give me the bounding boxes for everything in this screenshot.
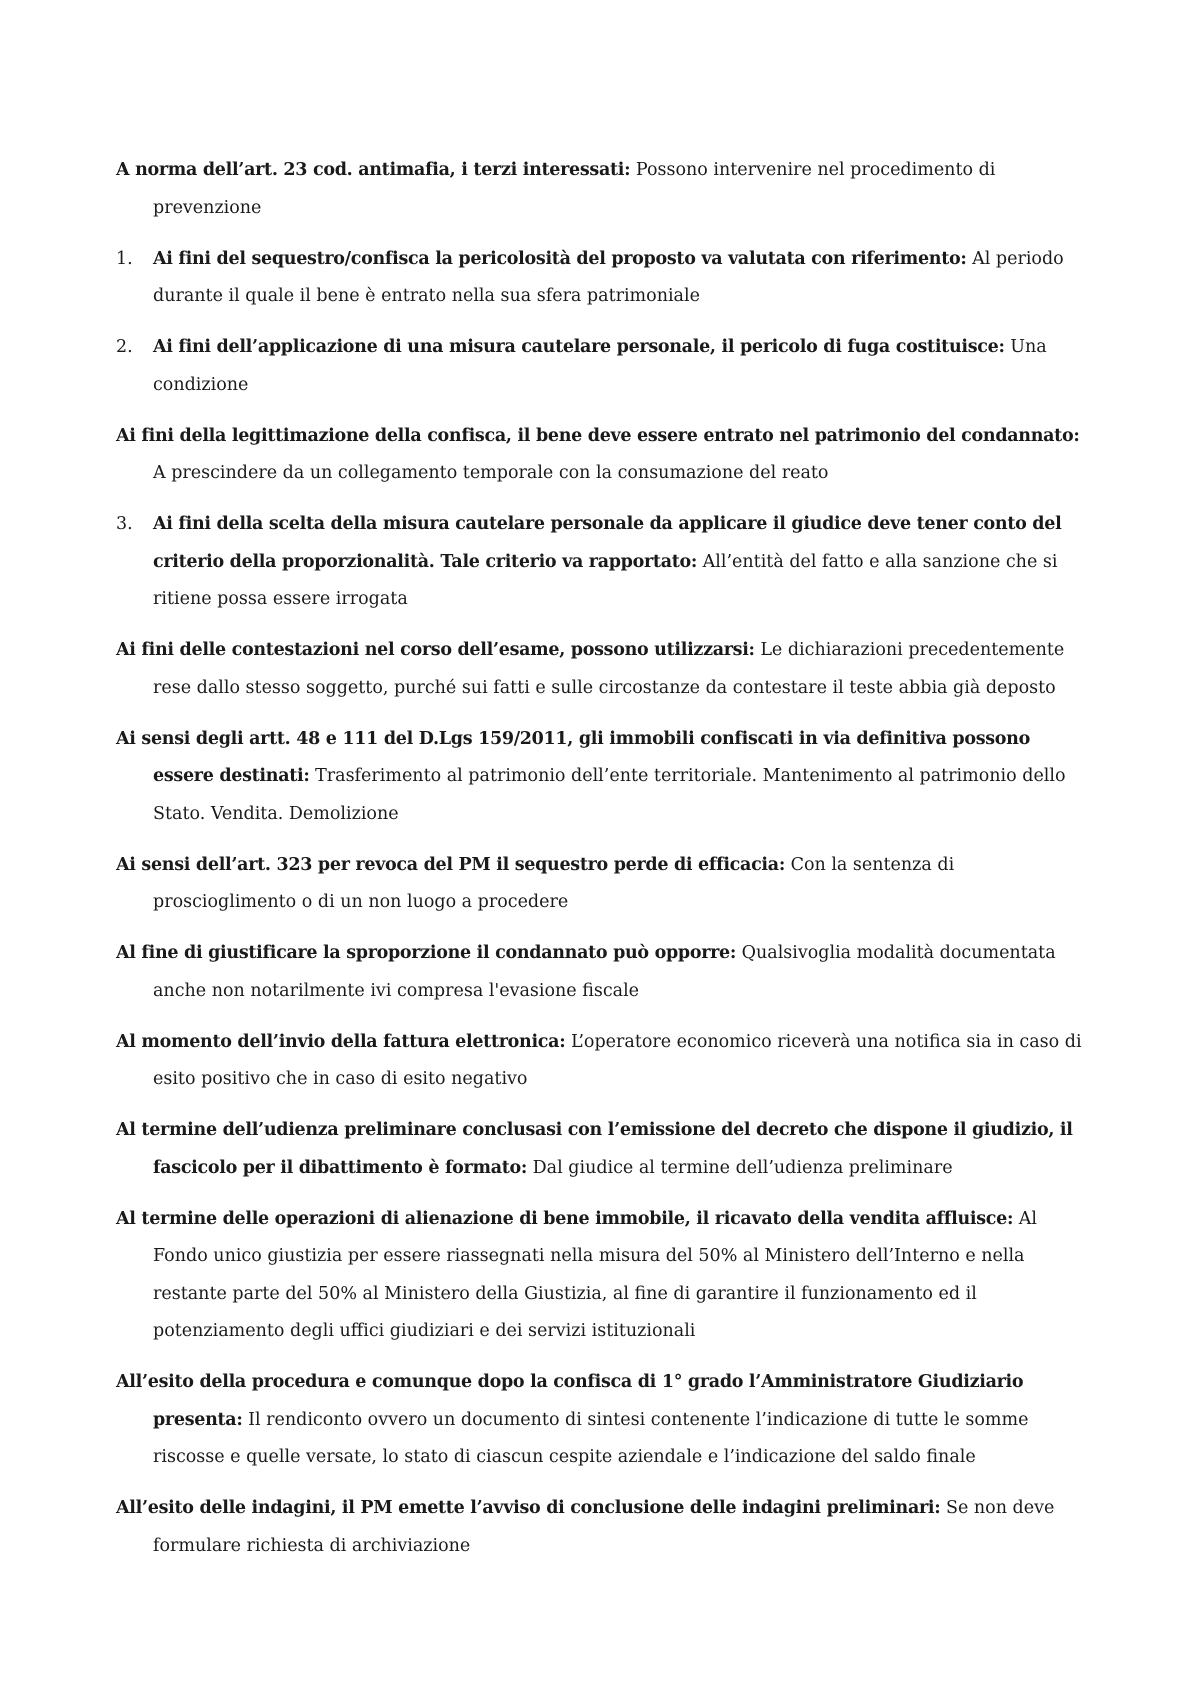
entry-number: 3. [116,514,133,534]
entry-number: 2. [116,337,133,357]
entry-question: All’esito della procedura e comunque dopo la confisca di 1° grado l’Amministratore Giudiziario presenta: [116,1372,1024,1430]
entry-answer: A prescindere da un collegamento temporale con la consumazione del reato [153,463,829,483]
entry-question: Ai fini della scelta della misura cautelare personale da applicare il giudice deve tener conto del criterio della proporzionalità. Tale criterio va rapportato: [153,514,1062,572]
entry-answer: All’entità del fatto e alla sanzione che si ritiene possa essere irrogata [153,551,1058,609]
qa-entry [116,241,1096,316]
entry-question: Al fine di giustificare la sproporzione il condannato può opporre: [116,943,737,963]
entry-question: A norma dell’art. 23 cod. antimafia, i terzi interessati: [116,160,631,180]
document-body [116,152,1096,1579]
entry-question: Al momento dell’invio della fattura elettronica: [116,1031,566,1052]
entry-answer: Dal giudice al termine dell’udienza preliminare [532,1157,953,1178]
entry-answer: Se non deve formulare richiesta di archiviazione [153,1498,1055,1556]
entry-answer: Al Fondo unico giustizia per essere riassegnati nella misura del 50% al Ministero dell’Interno e nella restante parte del 50% al Ministero della Giustizia, al fine di garantire il funzionamento ed il potenziamento degli uffici giudiziari e dei servizi istituzionali [153,1208,1037,1341]
entry-question: Ai sensi dell’art. 323 per revoca del PM il sequestro perde di efficacia: [116,854,785,875]
qa-entry [116,418,1096,493]
qa-entry [116,632,1096,707]
entry-question: Al termine dell’udienza preliminare conclusasi con l’emissione del decreto che dispone il giudizio, il fascicolo per il dibattimento è formato: [116,1120,1073,1178]
entry-question: Ai sensi degli artt. 48 e 111 del D.Lgs 159/2011, gli immobili confiscati in via definitiva possono essere destinati: [116,728,1030,786]
entry-answer: Una condizione [153,337,1047,395]
qa-entry [116,1201,1096,1351]
entry-question: Al termine delle operazioni di alienazione di bene immobile, il ricavato della vendita affluisce: [116,1208,1014,1229]
qa-entry [116,152,1096,227]
qa-entry [116,1364,1096,1477]
qa-entry [116,1490,1096,1565]
qa-entry [116,721,1096,834]
entry-question: Ai fini delle contestazioni nel corso dell’esame, possono utilizzarsi: [116,640,755,660]
entry-answer: L’operatore economico riceverà una notifica sia in caso di esito positivo che in caso di esito negativo [153,1031,1082,1089]
entry-answer: Possono intervenire nel procedimento di prevenzione [153,160,996,218]
entry-question: Ai fini del sequestro/confisca la pericolosità del proposto va valutata con riferimento: [153,248,967,269]
entry-answer: Il rendiconto ovvero un documento di sintesi contenente l’indicazione di tutte le somme riscosse e quelle versate, lo stato di ciascun cespite aziendale e l’indicazione del saldo finale [153,1409,1029,1467]
entry-answer: Trasferimento al patrimonio dell’ente territoriale. Mantenimento al patrimonio dello Stato. Vendita. Demolizione [153,766,1066,824]
entry-answer: Le dichiarazioni precedentemente rese dallo stesso soggetto, purché sui fatti e sulle circostanze da contestare il teste abbia già deposto [153,640,1065,698]
entry-question: Ai fini della legittimazione della confisca, il bene deve essere entrato nel patrimonio del condannato: [116,425,1080,446]
entry-answer: Al periodo durante il quale il bene è entrato nella sua sfera patrimoniale [153,248,1064,306]
entry-number: 1. [116,248,133,269]
qa-entry [116,1112,1096,1187]
qa-entry [116,935,1096,1010]
qa-entry [116,329,1096,404]
entry-question: Ai fini dell’applicazione di una misura cautelare personale, il pericolo di fuga costituisce: [153,337,1005,357]
qa-entry [116,847,1096,922]
qa-entry [116,1024,1096,1099]
entry-answer: Qualsivoglia modalità documentata anche non notarilmente ivi compresa l'evasione fiscale [153,943,1056,1001]
entry-answer: Con la sentenza di proscioglimento o di un non luogo a procedere [153,854,955,912]
entry-question: All’esito delle indagini, il PM emette l’avviso di conclusione delle indagini preliminari: [116,1498,941,1518]
qa-entry [116,506,1096,619]
